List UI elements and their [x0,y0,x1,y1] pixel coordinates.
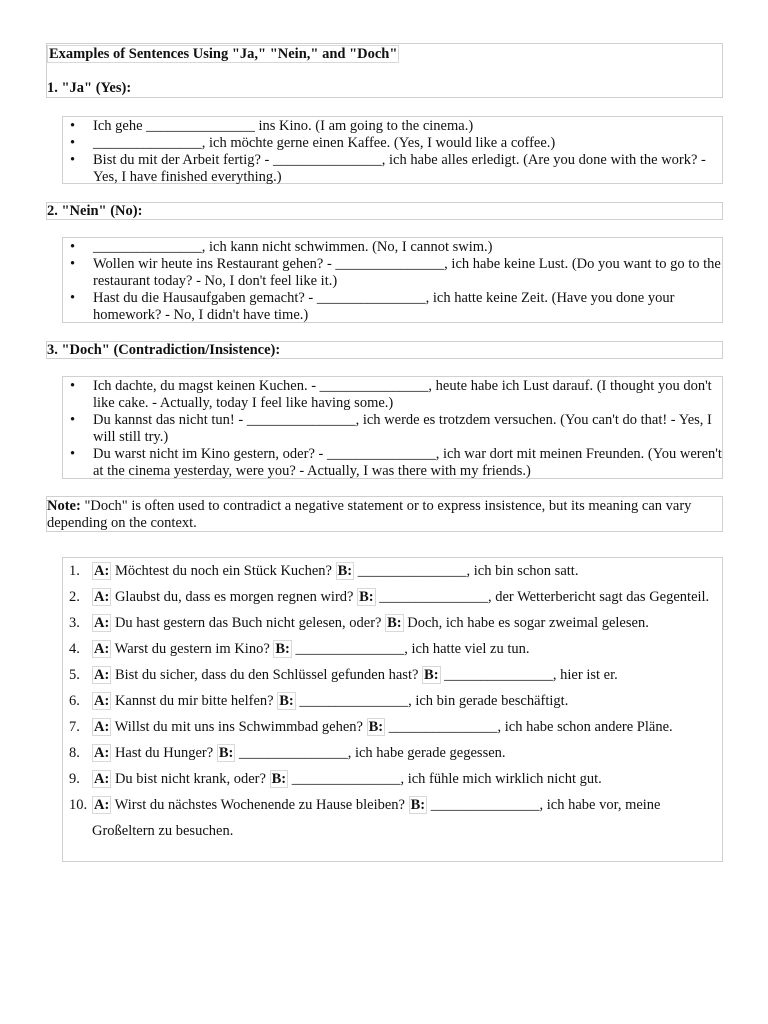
note-block [46,496,723,532]
doch-examples-list [62,376,723,479]
speaker-b-label: B: [275,641,290,657]
question-text: Bist du sicher, dass du den Schlüssel gefunden hast? [111,667,423,683]
speaker-b-label: B: [271,771,287,787]
question-text: Hast du Hunger? [111,745,217,761]
answer-text: _______________, ich hatte viel zu tun. [291,641,530,657]
answer-text: Doch, ich habe es sogar zweimal gelesen. [403,615,649,631]
answer-text: _______________, hier ist er. [440,667,618,683]
speaker-a-label: A: [94,641,110,657]
list-item: • Ich gehe _______________ ins Kino. (I am going to the cinema.) [63,118,722,135]
exercise-number: 9. [69,771,80,787]
exercise-item [63,558,722,584]
speaker-b-label: B: [410,797,426,813]
note-label: Note: [47,498,81,514]
exercise-item [63,740,722,766]
answer-text: _______________, der Wetterbericht sagt das Gegenteil. [375,589,710,605]
exercise-item [63,610,722,636]
question-text: Warst du gestern im Kino? [111,641,274,657]
question-text: Kannst du mir bitte helfen? [111,693,278,709]
note-text: "Doch" is often used to contradict a negative statement or to express insistence, but its meaning can vary depending on the context. [47,498,692,531]
speaker-b-label: B: [218,745,234,761]
section-heading-doch: 3. "Doch" (Contradiction/Insistence): [47,342,281,358]
document-title: Examples of Sentences Using "Ja," "Nein," and "Doch" [49,46,398,62]
list-item: • Hast du die Hausaufgaben gemacht? - _______________, ich hatte keine Zeit. (Have you done your homework? - No, I didn't have time.) [63,290,722,324]
question-text: Wirst du nächstes Wochenende zu Hause bleiben? [111,797,409,813]
speaker-a-label: A: [94,745,110,761]
section-heading-ja: 1. "Ja" (Yes): [47,80,132,96]
exercise-number: 5. [69,667,80,683]
list-item: • Wollen wir heute ins Restaurant gehen? - _______________, ich habe keine Lust. (Do you want to go to the restaurant today? - No, I don't feel like it.) [63,256,722,290]
speaker-a-label: A: [94,667,110,683]
exercise-list [62,557,723,862]
speaker-a-label: A: [94,797,110,813]
exercise-number: 6. [69,693,80,709]
exercise-item [63,792,722,844]
answer-text: _______________, ich habe schon andere Pläne. [385,719,673,735]
doch-heading-block [46,341,723,359]
exercise-number: 4. [69,641,80,657]
speaker-b-label: B: [279,693,294,709]
exercise-item [63,688,722,714]
list-item: • Du kannst das nicht tun! - _______________, ich werde es trotzdem versuchen. (You can't do that! - Yes, I will still try.) [63,412,722,446]
answer-text: _______________, ich habe gerade gegessen. [235,745,506,761]
answer-text: _______________, ich bin gerade beschäftigt. [295,693,569,709]
exercise-number: 2. [69,589,80,605]
speaker-b-label: B: [387,615,402,631]
speaker-a-label: A: [94,615,110,631]
exercise-number: 10. [69,797,88,813]
speaker-a-label: A: [94,719,110,735]
question-text: Glaubst du, dass es morgen regnen wird? [111,589,358,605]
exercise-item [63,636,722,662]
speaker-b-label: B: [337,563,353,579]
answer-text: _______________, ich habe vor, meine Großeltern zu besuchen. [92,797,661,839]
exercise-item [63,714,722,740]
ja-examples-list [62,116,723,184]
section-heading-nein: 2. "Nein" (No): [47,203,143,219]
question-text: Du hast gestern das Buch nicht gelesen, oder? [111,615,386,631]
title-block [46,43,723,98]
list-item: • Bist du mit der Arbeit fertig? - _______________, ich habe alles erledigt. (Are you done with the work? - Yes, I have finished everything.) [63,152,722,186]
speaker-a-label: A: [94,771,110,787]
speaker-a-label: A: [94,589,110,605]
speaker-b-label: B: [359,589,374,605]
exercise-item [63,662,722,688]
exercise-item [63,766,722,792]
exercise-number: 7. [69,719,80,735]
list-item: • Ich dachte, du magst keinen Kuchen. - _______________, heute habe ich Lust darauf. (I thought you don't like cake. - Actually, today I feel like having some.) [63,378,722,412]
answer-text: _______________, ich bin schon satt. [354,563,579,579]
question-text: Möchtest du noch ein Stück Kuchen? [111,563,336,579]
exercise-item [63,584,722,610]
list-item: • _______________, ich möchte gerne einen Kaffee. (Yes, I would like a coffee.) [63,135,722,152]
list-item: • Du warst nicht im Kino gestern, oder? - _______________, ich war dort mit meinen Freunden. (You weren't at the cinema yesterday, were you? - Actually, I was there with my friends.) [63,446,722,480]
exercise-number: 3. [69,615,80,631]
list-item: • _______________, ich kann nicht schwimmen. (No, I cannot swim.) [63,239,722,256]
speaker-a-label: A: [94,693,110,709]
exercise-ordered-list [63,558,722,844]
exercise-number: 8. [69,745,80,761]
speaker-b-label: B: [368,719,384,735]
speaker-a-label: A: [94,563,110,579]
nein-examples-list [62,237,723,323]
nein-heading-block [46,202,723,220]
question-text: Willst du mit uns ins Schwimmbad gehen? [111,719,367,735]
answer-text: _______________, ich fühle mich wirklich nicht gut. [288,771,602,787]
question-text: Du bist nicht krank, oder? [111,771,270,787]
exercise-number: 1. [69,563,80,579]
speaker-b-label: B: [424,667,439,683]
